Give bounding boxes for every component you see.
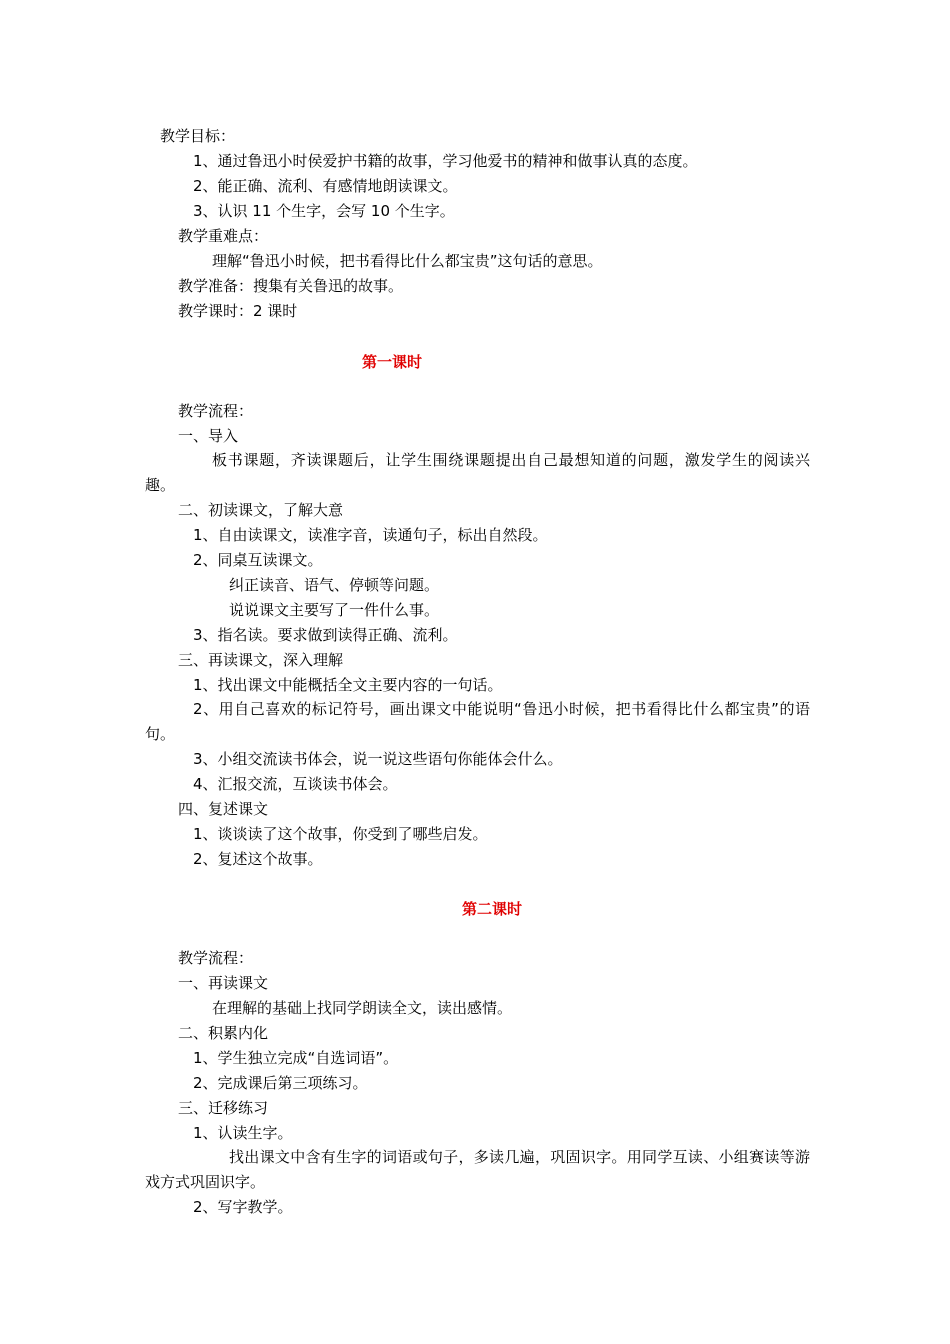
section-title: 三、迁移练习 bbox=[178, 1099, 269, 1117]
list-item: 2、写字教学。 bbox=[193, 1198, 293, 1216]
section-title: 一、导入 bbox=[178, 427, 239, 445]
section-paragraph: 板书课题，齐读课题后，让学生围绕课题提出自己最想知道的问题，激发学生的阅读兴趣。 bbox=[145, 451, 810, 494]
section-title: 二、积累内化 bbox=[178, 1024, 269, 1042]
list-item: 2、完成课后第三项练习。 bbox=[193, 1074, 368, 1092]
list-item: 1、找出课文中能概括全文主要内容的一句话。 bbox=[193, 676, 503, 694]
hours-text: 教学课时：2 课时 bbox=[178, 302, 298, 320]
list-item: 2、同桌互读课文。 bbox=[193, 551, 323, 569]
section-paragraph: 找出课文中含有生字的词语或句子，多读几遍，巩固识字。用同学互读、小组赛读等游戏方式巩固识字。 bbox=[145, 1148, 810, 1191]
list-item: 4、汇报交流，互谈读书体会。 bbox=[193, 775, 398, 793]
list-item: 3、指名读。要求做到读得正确、流利。 bbox=[193, 626, 458, 644]
lesson1-heading: 第一课时 bbox=[362, 353, 423, 371]
section-title: 一、再读课文 bbox=[178, 974, 269, 992]
section-title: 三、再读课文，深入理解 bbox=[178, 651, 344, 669]
list-item: 2、用自己喜欢的标记符号，画出课文中能说明“鲁迅小时候，把书看得比什么都宝贵”的语句。 bbox=[145, 700, 810, 743]
sub-item: 说说课文主要写了一件什么事。 bbox=[229, 601, 440, 619]
sub-item: 纠正读音、语气、停顿等问题。 bbox=[229, 576, 440, 594]
key-points-text: 理解“鲁迅小时候，把书看得比什么都宝贵”这句话的意思。 bbox=[212, 252, 603, 270]
list-item: 1、认读生字。 bbox=[193, 1124, 293, 1142]
key-points-title: 教学重难点： bbox=[178, 227, 269, 245]
section-paragraph: 在理解的基础上找同学朗读全文，读出感情。 bbox=[212, 999, 513, 1017]
preparation-text: 教学准备：搜集有关鲁迅的故事。 bbox=[178, 277, 404, 295]
goal-item: 2、能正确、流利、有感情地朗读课文。 bbox=[193, 177, 458, 195]
goal-item: 1、通过鲁迅小时侯爱护书籍的故事，学习他爱书的精神和做事认真的态度。 bbox=[193, 152, 698, 170]
list-item: 2、复述这个故事。 bbox=[193, 850, 323, 868]
list-item: 1、谈谈读了这个故事，你受到了哪些启发。 bbox=[193, 825, 488, 843]
section-title: 四、复述课文 bbox=[178, 800, 269, 818]
lesson2-heading: 第二课时 bbox=[462, 900, 523, 918]
lesson2-flow-title: 教学流程： bbox=[178, 949, 254, 967]
lesson1-flow-title: 教学流程： bbox=[178, 402, 254, 420]
goal-item: 3、认识 11 个生字，会写 10 个生字。 bbox=[193, 202, 455, 220]
list-item: 1、学生独立完成“自选词语”。 bbox=[193, 1049, 399, 1067]
section-title: 二、初读课文，了解大意 bbox=[178, 501, 344, 519]
list-item: 1、自由读课文，读准字音，读通句子，标出自然段。 bbox=[193, 526, 548, 544]
list-item: 3、小组交流读书体会，说一说这些语句你能体会什么。 bbox=[193, 750, 563, 768]
goals-title: 教学目标： bbox=[160, 127, 236, 145]
